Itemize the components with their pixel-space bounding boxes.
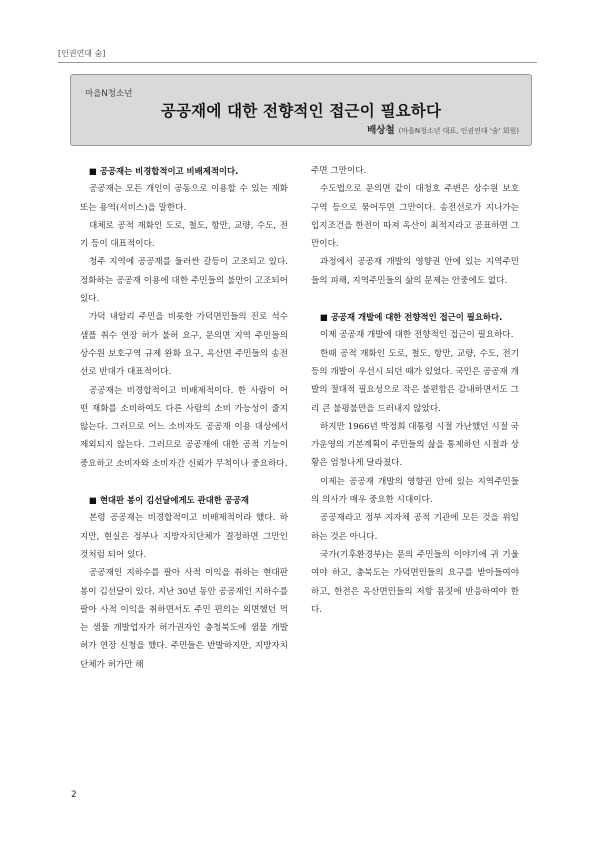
section-heading: ■ 현대판 봉이 김선달에게도 관대한 공공재 (89, 495, 250, 506)
left-column (80, 162, 288, 674)
paragraph: 가덕 내암리 주민을 비롯한 가덕면민들의 진로 석수 샘플 취수 연장 허가 불허 요구, 문의면 지역 주민들의 상수원 보호구역 규제 완화 요구, 옥산면 주민들의 송전선로 반대가 대표적이다. (80, 312, 288, 378)
article-title: 공공재에 대한 전향적인 접근이 필요하다 (160, 102, 442, 120)
spacer (311, 290, 519, 308)
paragraph: 하지만 1966년 박정희 대통령 시절 가난했던 시절 국가운영의 기본계획이 주민들의 삶을 통제하던 시절과 상황은 엄청나게 달라졌다. (311, 421, 519, 469)
paragraph: 수도법으로 문의면 같이 대청호 주변은 상수원 보호구역 등으로 묶어두면 그만이다. 송전선로가 지나가는 입지조건을 한전이 따져 옥산이 최적지라고 공표하면 그만이다. (311, 184, 519, 250)
paragraph: 대체로 공적 재화인 도로, 철도, 항만, 교량, 수도, 전기 등이 대표적이다. (80, 220, 288, 250)
author-affiliation: (마을N청소년 대표, 인권연대 '숨' 회원) (398, 127, 519, 135)
paragraph: 공공재인 지하수를 팔아 사적 이익을 취하는 현대판 봉이 김선달이 있다. 지난 30년 동안 공공재인 지하수를 팔아 사적 이익을 취하면서도 주민 편의는 외면했던 먹는 샘물 개발업자가 허가권자인 충청북도에 샘물 개발 허가 연장 신청을 했다. 주민들은 반발하지만, 지방자치단체가 허가만 해 (80, 568, 288, 670)
paragraph: 주면 그만이다. (311, 166, 367, 176)
paragraph: 공공재는 모든 개인이 공동으로 이용할 수 있는 재화 또는 용역(서비스)을 말한다. (80, 184, 288, 213)
page-number: 2 (71, 790, 77, 800)
title-box (70, 74, 532, 146)
right-column (311, 162, 519, 619)
paragraph: 본령 공공재는 비경합적이고 비배제적이라 했다. 하지만, 현실은 정부나 지방자치단체가 결정하면 그만인 것처럼 되어 있다. (80, 513, 288, 560)
spacer (80, 473, 288, 491)
paragraph: 한때 공적 재화인 도로, 철도, 항만, 교량, 수도, 전기 등의 개발이 우선시 되던 때가 있었다. 국민은 공공재 개발의 절대적 필요성으로 작은 불편함은 감내하면서도 그리 큰 불평불만을 드러내지 않았다. (311, 348, 519, 414)
paragraph: 이제 공공재 개발에 대한 전향적인 접근이 필요하다. (320, 330, 514, 341)
section-heading: ■ 공공재 개발에 대한 전향적인 접근이 필요하다. (320, 312, 503, 323)
header-divider (58, 62, 537, 63)
section-heading: ■ 공공재는 비경합적이고 비배제적이다. (89, 166, 239, 176)
paragraph: 공공재는 비경합적이고 비배제적이다. 한 사람이 어떤 재화를 소비하여도 다른 사람의 소비 가능성이 줄지 않는다. 그러므로 어느 소비자도 공공재 이용 대상에서 제외되지 않는다. 그러므로 공공재에 대한 공적 기능이 중요하고 소비자와 소비자간 신뢰가 무척이나 중요하다. (80, 385, 288, 469)
paragraph: 공공재라고 정부 지자체 공적 기관에 모든 것을 위임하는 것은 아니다. (311, 513, 519, 542)
paragraph: 국가(기후환경부)는 문의 주민들의 이야기에 귀 기울여야 하고, 충북도는 가덕면민들의 요구를 받아들여야 하고, 한전은 옥산면민들의 저항 몸짓에 반응하여야 한다. (311, 549, 519, 615)
article-kicker: 마을N청소년 (85, 89, 133, 99)
paragraph: 과정에서 공공재 개발의 영향권 안에 있는 지역주민들의 피해, 지역주민들의 삶의 문제는 안중에도 없다. (311, 257, 519, 286)
paragraph: 청주 지역에 공공재를 둘러싼 갈등이 고조되고 있다. 정화하는 공공재 이용에 대한 주민들의 불만이 고조되어 있다. (80, 257, 288, 305)
byline (367, 122, 519, 136)
header-tag: [인권연대 숨] (58, 49, 106, 58)
author-name: 배상철 (367, 125, 395, 136)
paragraph: 이제는 공공재 개발의 영향권 안에 있는 지역주민들의 의사가 매우 중요한 시대이다. (311, 476, 519, 506)
